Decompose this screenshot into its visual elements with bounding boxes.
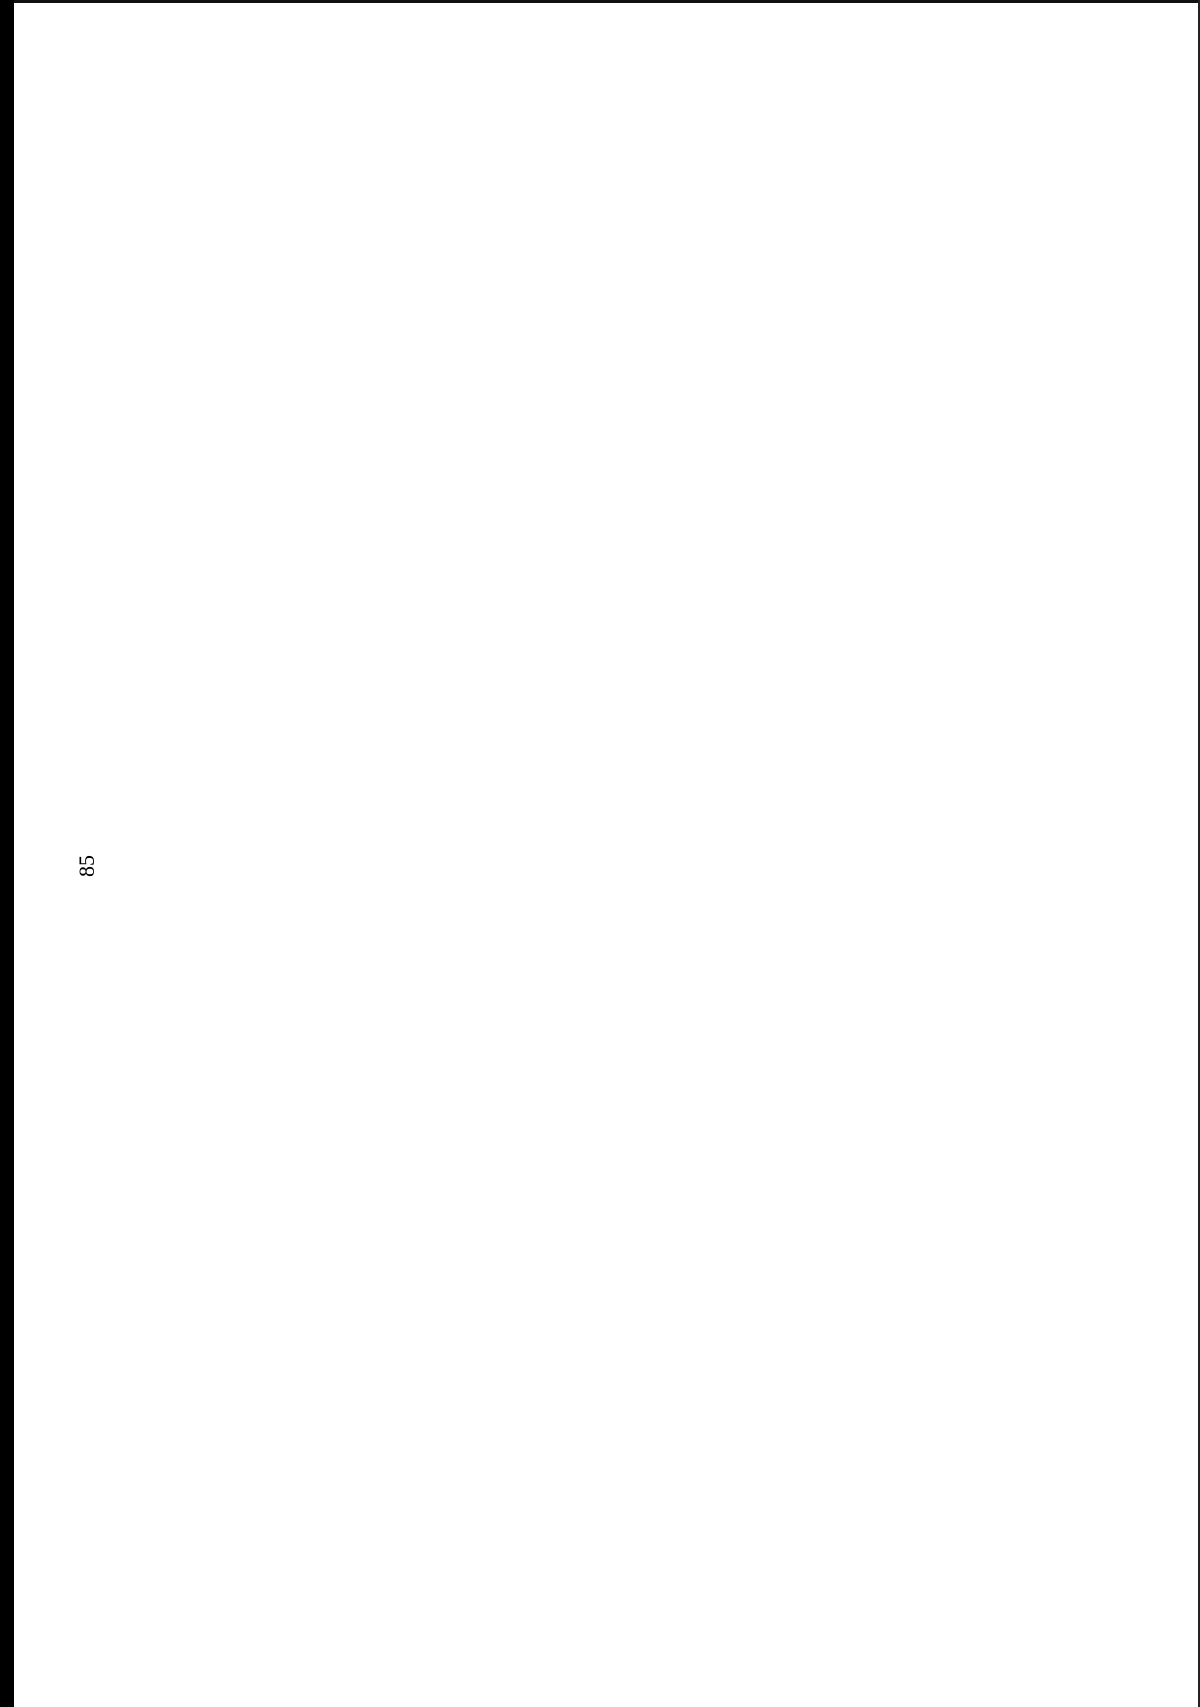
scan-edge-left	[0, 0, 14, 1707]
scan-edge-top	[0, 0, 1200, 3]
page-number: 85	[74, 855, 99, 877]
